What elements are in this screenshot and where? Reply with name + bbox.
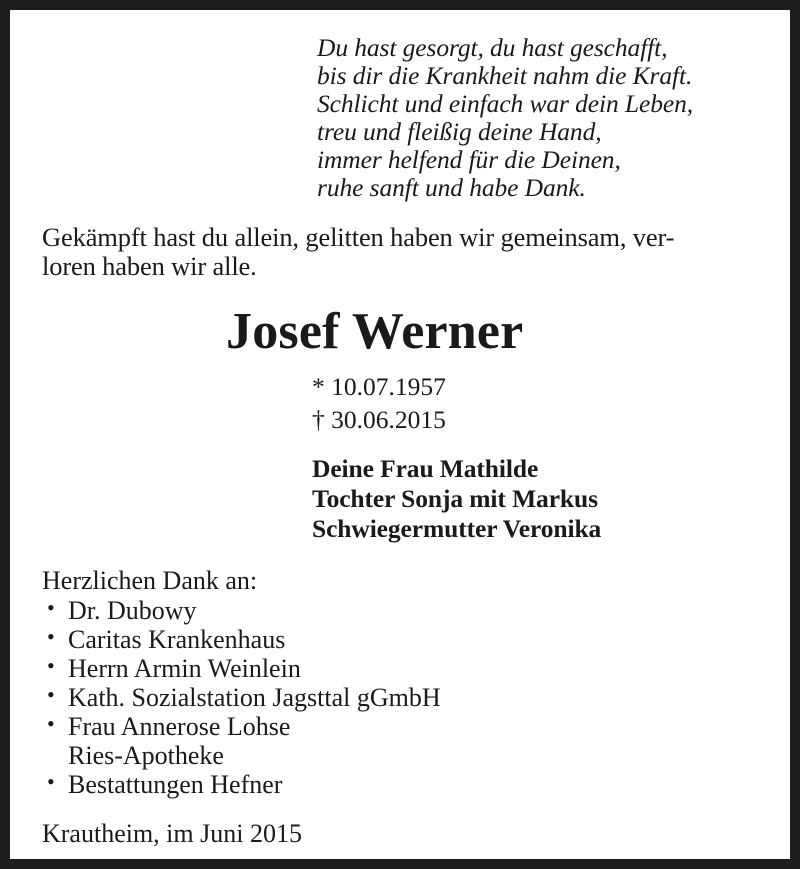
- bullet-icon: •: [47, 595, 55, 620]
- list-item: [42, 712, 758, 770]
- intro-line: loren haben wir alle.: [42, 251, 257, 282]
- poem-line: ruhe sanft und habe Dank.: [317, 172, 586, 202]
- poem-line: Schlicht und einfach war dein Leben,: [317, 88, 693, 118]
- bullet-icon: •: [47, 681, 55, 707]
- death-date: † 30.06.2015: [312, 405, 446, 435]
- bullet-icon: •: [47, 652, 55, 678]
- deceased-name: Josef Werner: [226, 303, 524, 361]
- list-item-label: Kath. Sozialstation Jagsttal gGmbH: [68, 682, 441, 712]
- bullet-icon: •: [47, 710, 55, 736]
- family-line: Tochter Sonja mit Markus: [312, 483, 598, 513]
- poem-line: immer helfend für die Deinen,: [317, 144, 621, 174]
- life-dates: [312, 371, 758, 436]
- birth-date: * 10.07.1957: [312, 372, 446, 402]
- memorial-poem: [317, 34, 758, 202]
- poem-line: Du hast gesorgt, du hast geschafft,: [317, 33, 668, 62]
- poem-line: bis dir die Krankheit nahm die Kraft.: [317, 60, 693, 90]
- bullet-icon: •: [47, 623, 55, 649]
- list-item: [42, 596, 758, 625]
- family-line: Deine Frau Mathilde: [312, 453, 539, 483]
- list-item: [42, 654, 758, 683]
- intro-paragraph: [42, 223, 758, 283]
- list-item-label: Dr. Dubowy: [68, 596, 197, 625]
- bullet-icon: •: [47, 768, 55, 794]
- list-item: [42, 683, 758, 712]
- list-item-label: Bestattungen Hefner: [68, 769, 283, 799]
- list-item: [42, 625, 758, 654]
- notice-content: [10, 10, 790, 859]
- thanks-list: [42, 596, 758, 799]
- list-item-label: Herrn Armin Weinlein: [68, 653, 301, 683]
- list-item-label: Caritas Krankenhaus: [68, 624, 286, 654]
- list-item-sublabel: Ries-Apotheke: [68, 740, 224, 770]
- poem-line: treu und fleißig deine Hand,: [317, 116, 602, 146]
- family-line: Schwiegermutter Veronika: [312, 513, 602, 543]
- list-item: [42, 770, 758, 799]
- intro-line: Gekämpft hast du allein, gelitten haben wir gemeinsam, ver-: [42, 221, 675, 252]
- surviving-family: [312, 454, 758, 544]
- list-item-label: Frau Annerose Lohse: [68, 711, 291, 741]
- thanks-section: [42, 566, 758, 799]
- thanks-heading: Herzlichen Dank an:: [42, 565, 258, 595]
- place-and-date: Krautheim, im Juni 2015: [42, 818, 302, 848]
